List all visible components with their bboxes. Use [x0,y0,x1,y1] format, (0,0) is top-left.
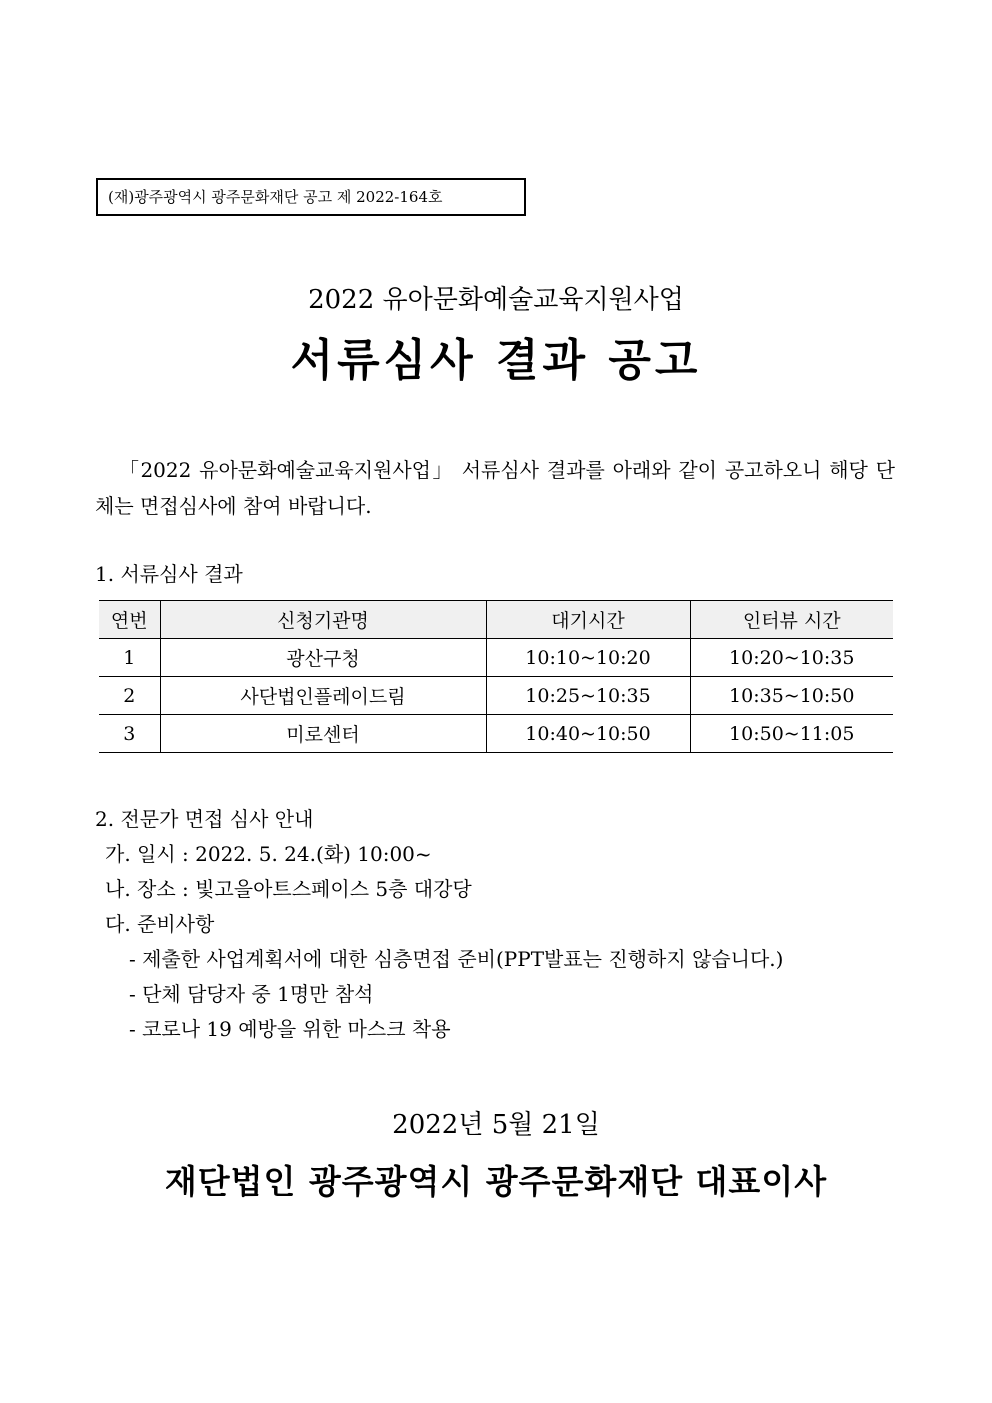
table-row [99,677,893,715]
signer-name: 재단법인 광주광역시 광주문화재단 대표이사 [164,1162,828,1201]
cell-number: 2 [99,677,160,715]
cell-org-name: 미로센터 [160,715,486,753]
cell-number: 3 [99,715,160,753]
section1-heading: 1. 서류심사 결과 [95,562,243,586]
preparation-item: - 코로나 19 예방을 위한 마스크 착용 [129,1017,451,1041]
header-wait-time: 대기시간 [486,601,690,639]
cell-wait-time: 10:40~10:50 [486,715,690,753]
cell-wait-time: 10:25~10:35 [486,677,690,715]
interview-place-line: 나. 장소 : 빛고을아트스페이스 5층 대강당 [105,877,472,901]
cell-org-name: 광산구청 [160,639,486,677]
cell-org-name: 사단법인플레이드림 [160,677,486,715]
cell-interview-time: 10:50~11:05 [690,715,893,753]
table-row [99,715,893,753]
cell-interview-time: 10:20~10:35 [690,639,893,677]
cell-interview-time: 10:35~10:50 [690,677,893,715]
header-org-name: 신청기관명 [160,601,486,639]
preparation-item: - 제출한 사업계획서에 대한 심층면접 준비(PPT발표는 진행하지 않습니다.) [129,947,784,971]
header-number: 연번 [99,601,160,639]
announcement-date: 2022년 5월 21일 [392,1110,600,1140]
section2-interview-guide [95,802,783,1047]
document-title: 서류심사 결과 공고 [290,335,702,386]
table-header-row [99,601,893,639]
notice-number-box [96,178,526,216]
intro-paragraph: 「2022 유아문화예술교육지원사업」 서류심사 결과를 아래와 같이 공고하오니 해당 단체는 면접심사에 참여 바랍니다. [95,458,895,518]
cell-number: 1 [99,639,160,677]
notice-number: (재)광주광역시 광주문화재단 공고 제 2022-164호 [108,188,443,206]
document-subtitle: 2022 유아문화예술교육지원사업 [308,285,684,315]
interview-date-line: 가. 일시 : 2022. 5. 24.(화) 10:00~ [105,842,432,866]
preparation-heading: 다. 준비사항 [105,912,215,936]
preparation-item: - 단체 담당자 중 1명만 참석 [129,982,374,1006]
cell-wait-time: 10:10~10:20 [486,639,690,677]
table-row [99,639,893,677]
section2-heading: 2. 전문가 면접 심사 안내 [95,807,314,831]
header-interview-time: 인터뷰 시간 [690,601,893,639]
results-table [99,600,893,753]
